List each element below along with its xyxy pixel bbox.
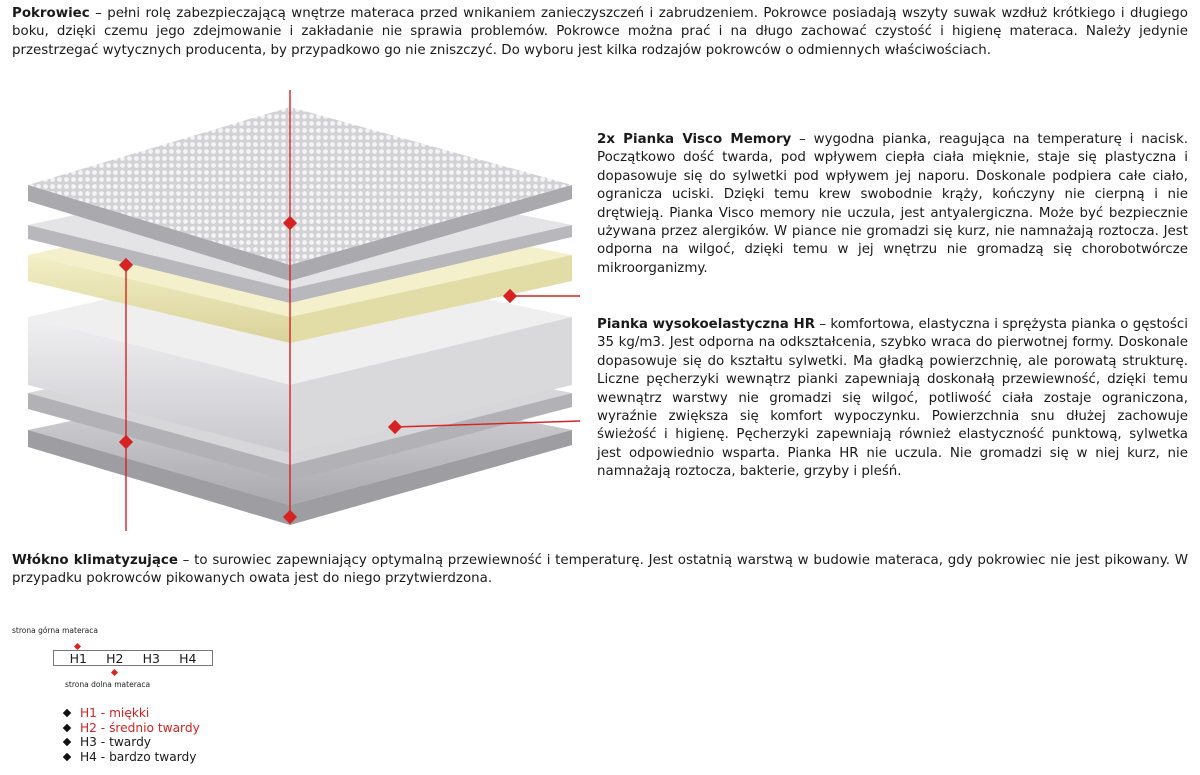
hardness-h2: H2 (106, 650, 124, 666)
visco-term: 2x Pianka Visco Memory (597, 132, 792, 147)
hardness-legend (62, 706, 200, 764)
hardness-h1: H1 (69, 650, 87, 666)
hr-term: Pianka wysokoelastyczna HR (597, 317, 816, 332)
cover-description (12, 5, 1188, 60)
hardness-h3: H3 (142, 650, 160, 666)
fiber-description (12, 552, 1188, 589)
hardness-h4: H4 (179, 650, 197, 666)
bottom-side-marker (111, 669, 118, 676)
top-side-marker (74, 643, 81, 650)
top-side-caption: strona górna materaca (12, 626, 98, 635)
visco-text: – wygodna pianka, reagująca na temperaturę i nacisk. Początkowo dość twarda, pod wpływem ciepła ciała mięknie, staje się plastyczna i dopasowuje się do sylwetki pod wpływem jej naporu. Doskonale podpiera całe ciało, ogranicza uciski. Dzięki temu krew swobodnie krąży, kończyny nie cierpną i nie drętwieją. Pianka Visco memory nie uczula, jest antyalergiczna. Może być bezpiecznie używana przez alergików. W piance nie gromadzi się kurz, nie namnażają roztocza. Jest odporna na wilgoć, dzięki temu w jej wnętrzu nie gromadzą się chorobotwórcze mikroorganizmy. (597, 132, 1188, 276)
legend-item-h4: H4 - bardzo twardy (62, 750, 200, 765)
hr-text: – komfortowa, elastyczna i sprężysta pianka o gęstości 35 kg/m3. Jest odporna na odkształcenia, szybko wraca do pierwotnej formy. Doskonale dopasowuje się do kształtu sylwetki. Ma gładką powierzchnię, ale porowatą strukturę. Liczne pęcherzyki wewnątrz pianki zapewniają doskonałą przewiewność, dzięki temu wewnątrz warstwy nie gromadzi się wilgoć, potliwość ciała zostaje ograniczona, wyraźnie zwiększa się komfort wypoczynku. Powierzchnia snu dłużej zachowuje świeżość i higienę. Pęcherzyki zapewniają również elastyczność punktową, sylwetka jest odpowiednio wsparta. Pianka HR nie uczula. Nie gromadzi się w niej kurz, nie namnażają roztocza, bakterie, grzyby i pleśń. (597, 317, 1188, 480)
legend-item-h3: H3 - twardy (62, 735, 200, 750)
hardness-scale (53, 650, 213, 666)
hr-description (597, 316, 1188, 482)
legend-item-h1: H1 - miękki (62, 706, 200, 721)
cover-text: – pełni rolę zabezpieczającą wnętrze materaca przed wnikaniem zanieczyszczeń i zabrudzeniem. Pokrowce posiadają wszyty suwak wzdłuż krótkiego i długiego boku, dzięki czemu jego zdejmowanie i zakładanie nie sprawia problemów. Pokrowce można prać i na długo zachować czystość i higienę materaca. Należy jedynie przestrzegać wytycznych producenta, by przypadkowo go nie zniszczyć. Do wyboru jest kilka rodzajów pokrowców o odmiennych właściwościach. (12, 6, 1188, 58)
legend-item-h2: H2 - średnio twardy (62, 721, 200, 736)
fiber-term: Włókno klimatyzujące (12, 553, 178, 568)
fiber-text: – to surowiec zapewniający optymalną przewiewność i temperaturę. Jest ostatnią warstwą w budowie materaca, gdy pokrowiec nie jest pikowany. W przypadku pokrowców pikowanych owata jest do niego przytwierdzona. (12, 553, 1189, 587)
visco-description (597, 131, 1188, 278)
mattress-layers-illustration (0, 85, 600, 545)
cover-term: Pokrowiec (12, 6, 90, 21)
bottom-side-caption: strona dolna materaca (65, 680, 151, 689)
